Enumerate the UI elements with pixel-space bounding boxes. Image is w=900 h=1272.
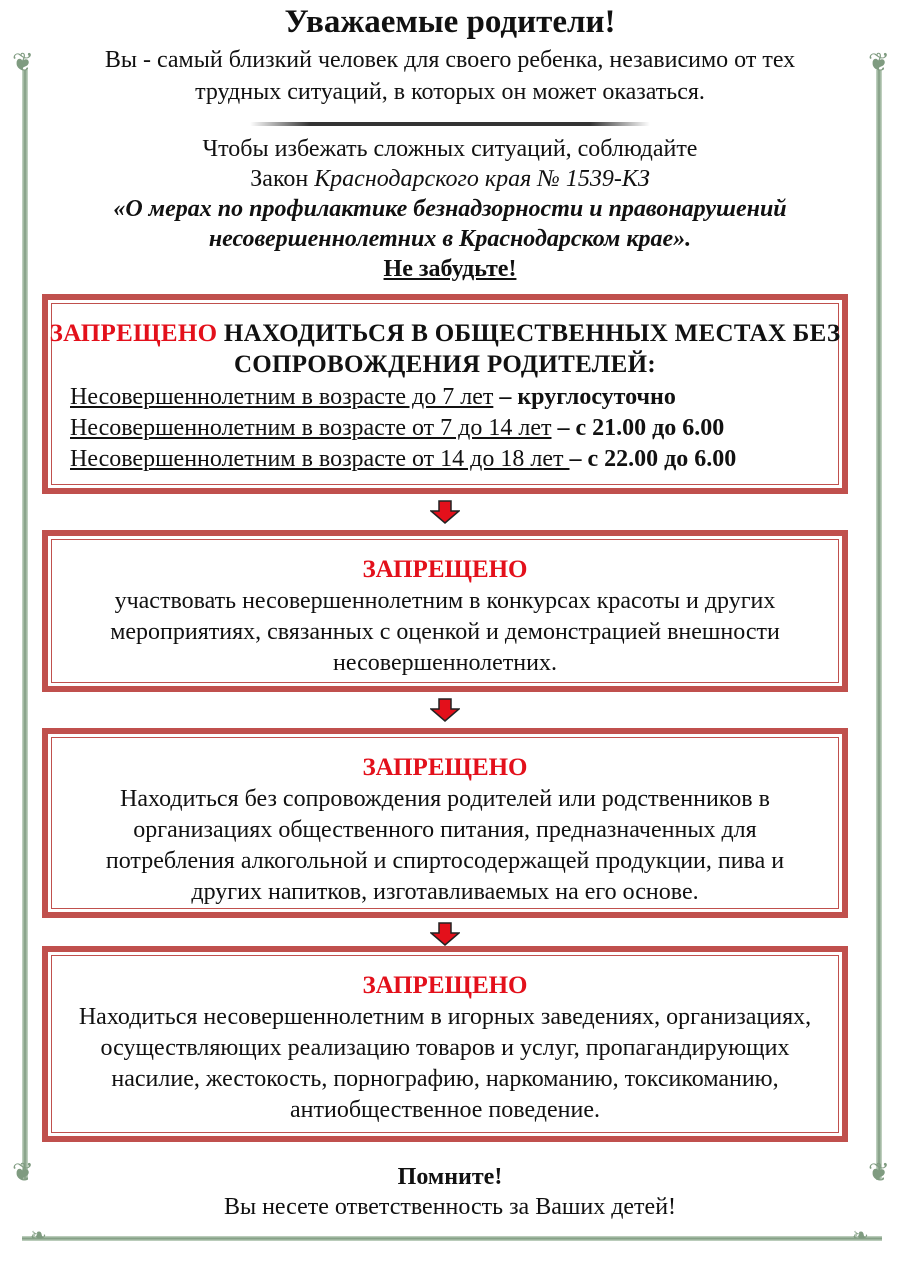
ornament-bottom-corner-left-icon: ❧ bbox=[30, 1225, 47, 1247]
page-title: Уважаемые родители! bbox=[284, 4, 616, 40]
curfew-row bbox=[70, 382, 842, 413]
curfew-row bbox=[70, 413, 842, 444]
law-section bbox=[40, 134, 860, 284]
forbidden-heading: ЗАПРЕЩЕНО bbox=[362, 556, 528, 583]
alcohol-venues-text: Находиться без сопровождения родителей или родственников в организациях общественного питания, предназначенных для потребления алкогольной и спиртосодержащей продукции, пива и других напитков, изготавливаемых на его основе. bbox=[105, 786, 785, 905]
responsibility-text: Вы несете ответственность за Ваших детей! bbox=[223, 1194, 677, 1220]
curfew-row-label: Несовершеннолетним в возрасте от 14 до 18 лет bbox=[70, 446, 570, 472]
ornament-top-right-icon: ❦ bbox=[868, 48, 890, 77]
ornament-bottom-right-icon: ❦ bbox=[868, 1158, 890, 1187]
arrow-down-icon bbox=[430, 922, 460, 946]
curfew-row-sep: – bbox=[551, 415, 576, 441]
forbidden-heading: ЗАПРЕЩЕНО bbox=[362, 754, 528, 781]
law-line-2 bbox=[40, 164, 860, 194]
curfew-heading-rest: НАХОДИТЬСЯ В ОБЩЕСТВЕННЫХ МЕСТАХ БЕЗ СОПРОВОЖДЕНИЯ РОДИТЕЛЕЙ: bbox=[217, 320, 841, 378]
curfew-rows bbox=[48, 382, 842, 475]
curfew-heading bbox=[48, 300, 842, 380]
divider bbox=[250, 122, 650, 126]
frame-right-border bbox=[876, 70, 882, 1180]
dont-forget-label: Не забудьте! bbox=[383, 256, 517, 282]
curfew-row-value: с 22.00 до 6.00 bbox=[587, 446, 737, 472]
law-name: «О мерах по профилактике безнадзорности и правонарушений несовершеннолетних в Краснодарском крае». bbox=[113, 196, 787, 252]
frame-bottom-border bbox=[22, 1236, 882, 1241]
arrow-down-icon bbox=[430, 698, 460, 722]
beauty-contest-text: участвовать несовершеннолетним в конкурсах красоты и других мероприятиях, связанных с оценкой и демонстрацией внешности несовершеннолетних. bbox=[110, 588, 780, 676]
law-number: Краснодарского края № 1539-КЗ bbox=[314, 166, 650, 192]
alcohol-venues-box bbox=[42, 728, 848, 918]
curfew-row-label: Несовершеннолетним в возрасте от 7 до 14 лет bbox=[70, 415, 552, 441]
curfew-row-value: с 21.00 до 6.00 bbox=[575, 415, 725, 441]
forbidden-label: ЗАПРЕЩЕНО bbox=[49, 320, 218, 347]
law-line-1: Чтобы избежать сложных ситуаций, соблюдайте bbox=[202, 136, 698, 162]
arrow-down-icon bbox=[430, 500, 460, 524]
gambling-venues-box bbox=[42, 946, 848, 1142]
intro-text: Вы - самый близкий человек для своего ребенка, независимо от тех трудных ситуаций, в которых он может оказаться. bbox=[104, 47, 796, 105]
curfew-box bbox=[42, 294, 848, 494]
ornament-bottom-left-icon: ❦ bbox=[12, 1158, 34, 1187]
ornament-top-left-icon: ❦ bbox=[12, 48, 34, 77]
gambling-venues-text: Находиться несовершеннолетним в игорных заведениях, организациях, осуществляющих реализацию товаров и услуг, пропагандирующих насилие, жестокость, порнографию, наркоманию, токсикоманию, антиобщественное поведение. bbox=[78, 1004, 812, 1123]
ornament-bottom-corner-right-icon: ❧ bbox=[852, 1225, 869, 1247]
beauty-contest-box bbox=[42, 530, 848, 692]
frame-left-border bbox=[22, 70, 28, 1180]
curfew-row-sep: – bbox=[569, 446, 588, 472]
curfew-row-label: Несовершеннолетним в возрасте до 7 лет bbox=[70, 384, 494, 410]
curfew-row-value: круглосуточно bbox=[517, 384, 676, 410]
law-prefix: Закон bbox=[250, 166, 315, 192]
curfew-row-sep: – bbox=[493, 384, 518, 410]
remember-heading: Помните! bbox=[397, 1164, 503, 1190]
forbidden-heading: ЗАПРЕЩЕНО bbox=[362, 972, 528, 999]
curfew-row bbox=[70, 444, 842, 475]
